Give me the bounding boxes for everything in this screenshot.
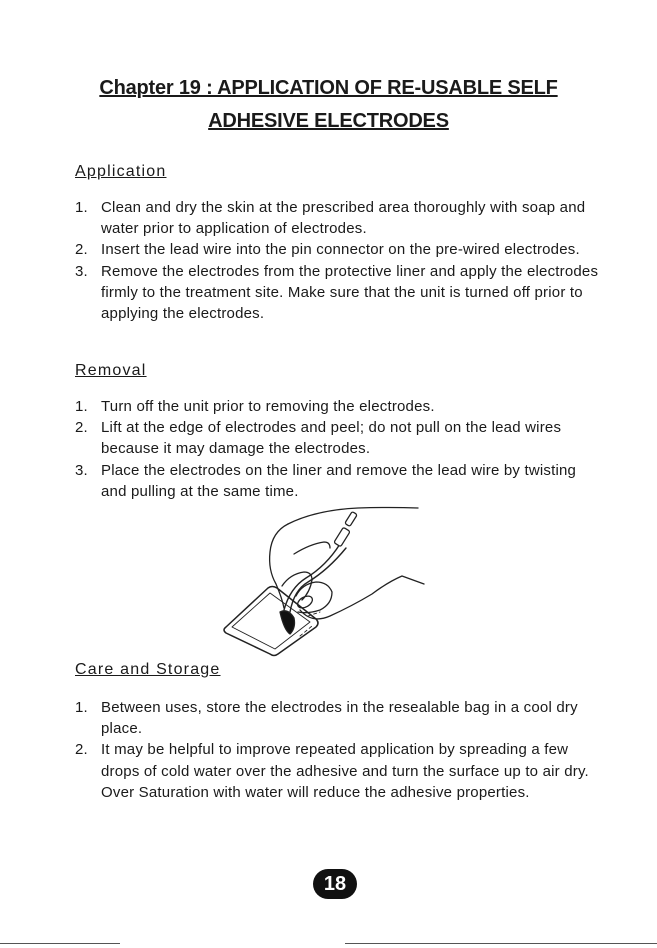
list-item-text: Between uses, store the electrodes in the resealable bag in a cool dry place. [101, 699, 578, 738]
list-item-number: 2. [75, 241, 88, 259]
scan-artifact-line [345, 943, 657, 944]
section-heading-application: Application [75, 163, 167, 180]
list-item-text: Insert the lead wire into the pin connector on the pre-wired electrodes. [101, 241, 580, 259]
application-list [75, 197, 605, 324]
list-item [75, 197, 605, 239]
list-item-text: Place the electrodes on the liner and remove the lead wire by twisting and pulling at the same time. [101, 461, 577, 500]
list-item [75, 697, 605, 739]
list-item [75, 261, 605, 325]
chapter-title-line-1: Chapter 19 : APPLICATION OF RE-USABLE SELF [99, 77, 558, 99]
list-item [75, 396, 605, 417]
chapter-title-line-2: ADHESIVE ELECTRODES [208, 110, 449, 132]
list-item-text: Remove the electrodes from the protective liner and apply the electrodes firmly to the treatment site. Make sure that the unit is turned off prior to applying the electrodes. [101, 262, 599, 323]
list-item [75, 239, 605, 260]
list-item-text: It may be helpful to improve repeated application by spreading a few drops of cold water over the adhesive and turn the surface up to air dry. Over Saturation with water will reduce the adhesive properties. [101, 741, 589, 801]
section-heading-removal: Removal [75, 362, 147, 379]
list-item-number: 1. [75, 699, 88, 716]
list-item-number: 3. [75, 461, 88, 479]
list-item-number: 2. [75, 419, 88, 437]
list-item [75, 739, 605, 803]
list-item-text: Lift at the edge of electrodes and peel; do not pull on the lead wires because it may damage the electrodes. [101, 419, 562, 458]
list-item [75, 417, 605, 459]
list-item-text: Turn off the unit prior to removing the electrodes. [101, 398, 435, 415]
list-item [75, 460, 605, 502]
list-item-number: 2. [75, 741, 88, 759]
list-item-number: 3. [75, 262, 88, 280]
scan-artifact-line [0, 943, 120, 944]
hand-peeling-electrode-icon [220, 500, 430, 660]
care-and-storage-list [75, 697, 605, 803]
section-heading-care-and-storage: Care and Storage [75, 661, 221, 678]
list-item-number: 1. [75, 199, 88, 216]
removal-list [75, 396, 605, 502]
list-item-number: 1. [75, 398, 88, 415]
page-number-badge: 18 [313, 869, 357, 899]
list-item-text: Clean and dry the skin at the prescribed area thoroughly with soap and water prior to application of electrodes. [101, 199, 586, 238]
